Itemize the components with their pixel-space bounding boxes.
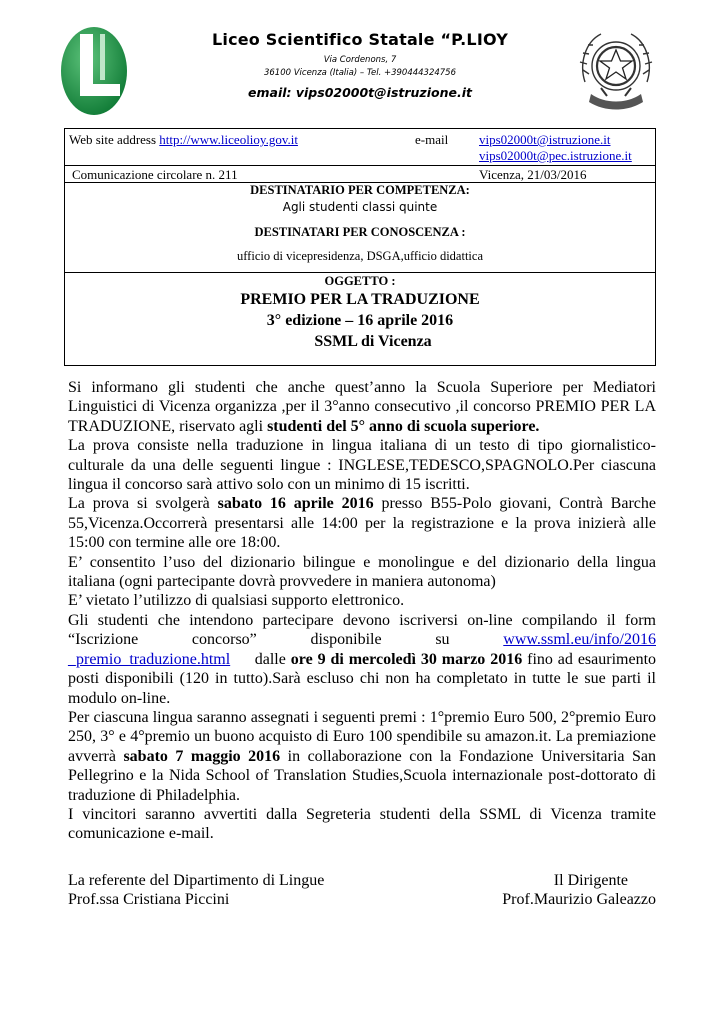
cc-recipients: ufficio di vicepresidenza, DSGA,ufficio didattica [237, 249, 483, 263]
subject-title: PREMIO PER LA TRADUZIONE [240, 291, 480, 308]
website-label: Web site address [69, 132, 160, 147]
school-email: email: vips02000t@istruzione.it [248, 85, 472, 100]
referent-name: Prof.ssa Cristiana Piccini [68, 891, 230, 909]
website-link[interactable]: http://www.liceolioy.gov.it [159, 132, 298, 147]
paragraph-description: La prova consiste nella traduzione in lingua italiana di un testo di tipo giornalistico-culturale da una delle seguenti lingue : INGLESE,TEDESCO,SPAGNOLO.Per ciascuna lingua il concorso sarà attivo solo con un minimo di 15 iscritti. [68, 437, 656, 494]
paragraph-winners: I vincitori saranno avvertiti dalla Segreteria studenti della SSML di Vicenza tramite comunicazione e-mail. [68, 805, 656, 843]
email-label: e-mail [415, 132, 449, 147]
divider [65, 165, 655, 166]
circular-number: Comunicazione circolare n. 211 [72, 167, 238, 182]
republic-emblem [575, 24, 657, 120]
school-name: Liceo Scientifico Statale “P.LIOY [211, 30, 508, 49]
subject-venue: SSML di Vicenza [314, 333, 432, 350]
subject-label: OGGETTO : [324, 274, 396, 288]
school-address: Via Cordenons, 7 [323, 55, 397, 65]
principal-name: Prof.Maurizio Galeazzo [502, 891, 656, 909]
paragraph-no-devices: E’ vietato l’utilizzo di qualsiasi supporto elettronico. [68, 592, 405, 610]
registration-link[interactable]: www.ssml.eu/info/2016 [503, 631, 656, 649]
email-link-2[interactable]: vips02000t@pec.istruzione.it [479, 148, 632, 163]
place-date: Vicenza, 21/03/2016 [479, 167, 587, 182]
paragraph-prizes: Per ciascuna lingua saranno assegnati i seguenti premi : 1°premio Euro 500, 2°premio Euro 250, 3° e 4°premio un buono acquisto di Euro 100 spendibile su amazon.it. La premiazione avverrà sabato 7 maggio 2016 in collaborazione con la Fondazione Universitaria San Pellegrino e la Nida School of Translation Studies,Scuola internazionale post-dottorato di traduzione di Philadelphia. [68, 708, 657, 804]
registration-link-cont[interactable]: _premio_traduzione.html [68, 650, 231, 668]
principal-role: Il Dirigente [553, 872, 628, 889]
paragraph-dictionaries: E’ consentito l’uso del dizionario bilingue e monolingue e del dizionario della lingua italiana (ogni partecipante dovrà provvedere in maniera autonoma) [68, 553, 656, 591]
school-city-phone: 36100 Vicenza (Italia) – Tel. +390444324756 [263, 68, 456, 78]
email-link-1[interactable]: vips02000t@istruzione.it [479, 132, 611, 147]
paragraph-date-venue: La prova si svolgerà sabato 16 aprile 2016 presso B55-Polo giovani, Contrà Barche 55,Vicenza.Occorrerà presentarsi alle 14:00 per la registrazione e la prova inizierà alle 15:00 con termine alle ore 18:00. [68, 495, 656, 552]
divider [65, 272, 655, 273]
recipients: Agli studenti classi quinte [282, 200, 438, 214]
recipients-title: DESTINATARIO PER COMPETENZA: [250, 183, 470, 197]
referent-role: La referente del Dipartimento di Lingue [68, 872, 325, 889]
subject-edition: 3° edizione – 16 aprile 2016 [266, 312, 454, 329]
cc-title: DESTINATARI PER CONOSCENZA : [254, 225, 466, 239]
school-logo [60, 26, 128, 116]
signatures [68, 871, 656, 910]
paragraph-announcement: Si informano gli studenti che anche quest’anno la Scuola Superiore per Mediatori Linguistici di Vicenza organizza ,per il 3°anno consecutivo ,il concorso PREMIO PER LA TRADUZIONE, riservato agli studenti del 5° anno di scuola superiore. [68, 379, 656, 435]
circular-body [68, 378, 656, 844]
website-row [69, 132, 298, 147]
paragraph-registration: Gli studenti che intendono partecipare devono iscriversi on-line compilando il form “Iscrizione concorso” disponibile su www.ssml.eu/info/2016 _premio_traduzione.html dalle ore 9 di mercoledì 30 marzo 2016 fino ad esaurimento posti disponibili (120 in tutto).Sarà escluso chi non ha completato in tutte le sue parti il modulo on-line. [68, 611, 657, 707]
circular-info-table [64, 128, 656, 366]
